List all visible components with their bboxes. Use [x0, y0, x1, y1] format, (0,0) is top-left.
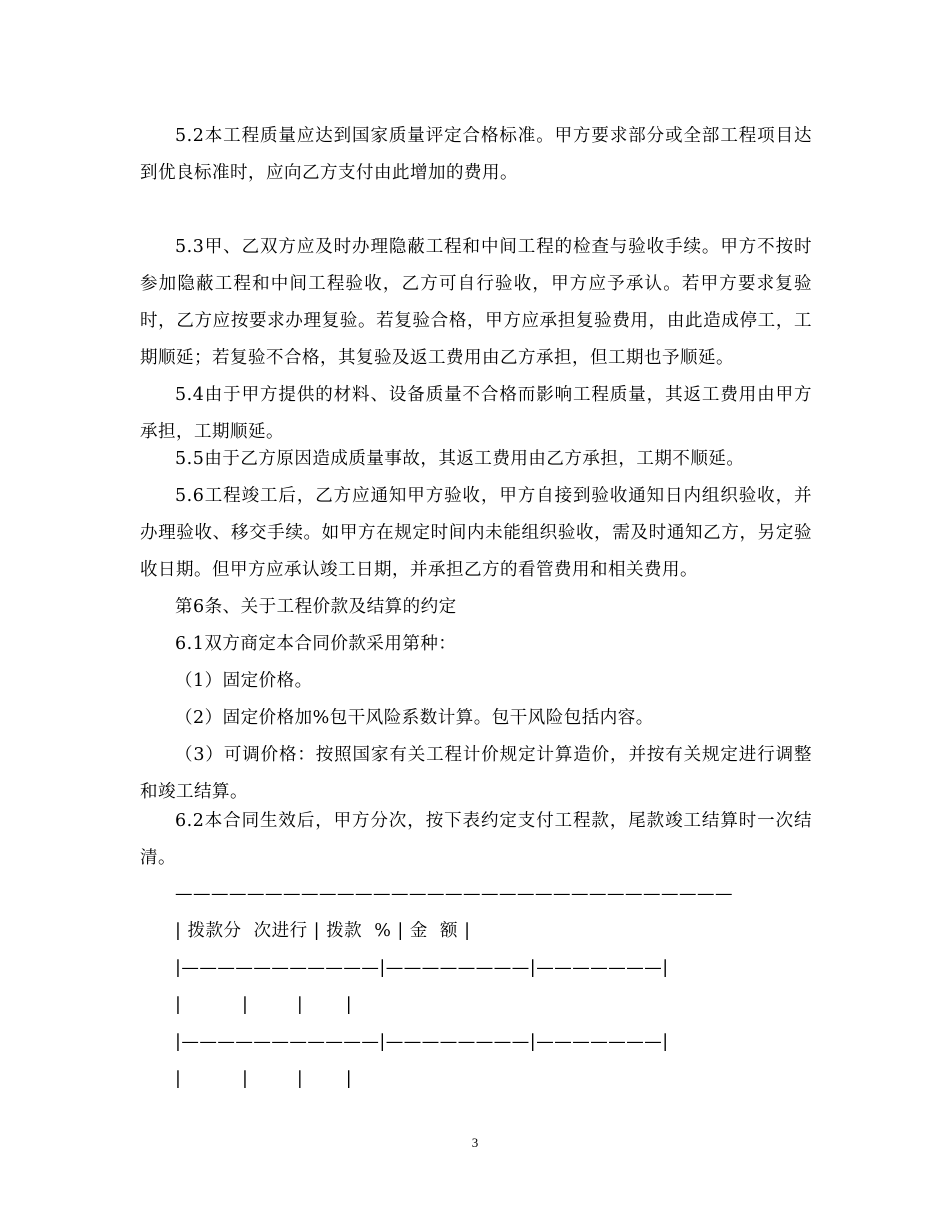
paragraph-5-5: 5.5由于乙方原因造成质量事故，其返工费用由乙方承担，工期不顺延。: [175, 449, 745, 469]
paragraph-5-3: 5.3甲、乙双方应及时办理隐蔽工程和中间工程的检查与验收手续。甲方不按时参加隐蔽工程和中间工程验收，乙方可自行验收，甲方应予承认。若甲方要求复验时，乙方应按要求办理复验。若复验合格，甲方应承担复验费用，由此造成停工，工期顺延；若复验不合格，其复验及返工费用由乙方承担，但工期也予顺延。: [140, 237, 812, 368]
paragraph-5-4: 5.4由于甲方提供的材料、设备质量不合格而影响工程质量，其返工费用由甲方承担，工期顺延。: [140, 385, 812, 442]
option-2: （2）固定价格加%包干风险系数计算。包干风险包括内容。: [175, 708, 654, 728]
page-number: 3: [471, 1135, 479, 1150]
paragraph-5-6: 5.6工程竣工后，乙方应通知甲方验收，甲方自接到验收通知日内组织验收，并办理验收、移交手续。如甲方在规定时间内未能组织验收，需及时通知乙方，另定验收日期。但甲方应承认竣工日期，并承担乙方的看管费用和相关费用。: [140, 486, 812, 580]
paragraph-6-2: 6.2本合同生效后，甲方分次，按下表约定支付工程款，尾款竣工结算时一次结清。: [140, 811, 812, 868]
option-1: （1）固定价格。: [175, 671, 313, 691]
paragraph-6-1: 6.1双方商定本合同价款采用第种：: [175, 634, 457, 654]
table-divider: |———————————|————————|———————|: [175, 1032, 669, 1052]
table-top-border: ———————————————————————————————: [175, 884, 733, 904]
article-6-heading: 第6条、关于工程价款及结算的约定: [175, 597, 457, 617]
table-row: | | | |: [175, 1069, 353, 1089]
table-row: | | | |: [175, 995, 353, 1015]
paragraph-5-2: 5.2本工程质量应达到国家质量评定合格标准。甲方要求部分或全部工程项目达到优良标准时，应向乙方支付由此增加的费用。: [140, 126, 812, 183]
table-divider: |———————————|————————|———————|: [175, 958, 669, 978]
table-header-row: | 拨款分 次进行 | 拨款 % | 金 额 |: [175, 921, 471, 941]
option-3: （3）可调价格：按照国家有关工程计价规定计算造价，并按有关规定进行调整和竣工结算。: [140, 745, 812, 802]
